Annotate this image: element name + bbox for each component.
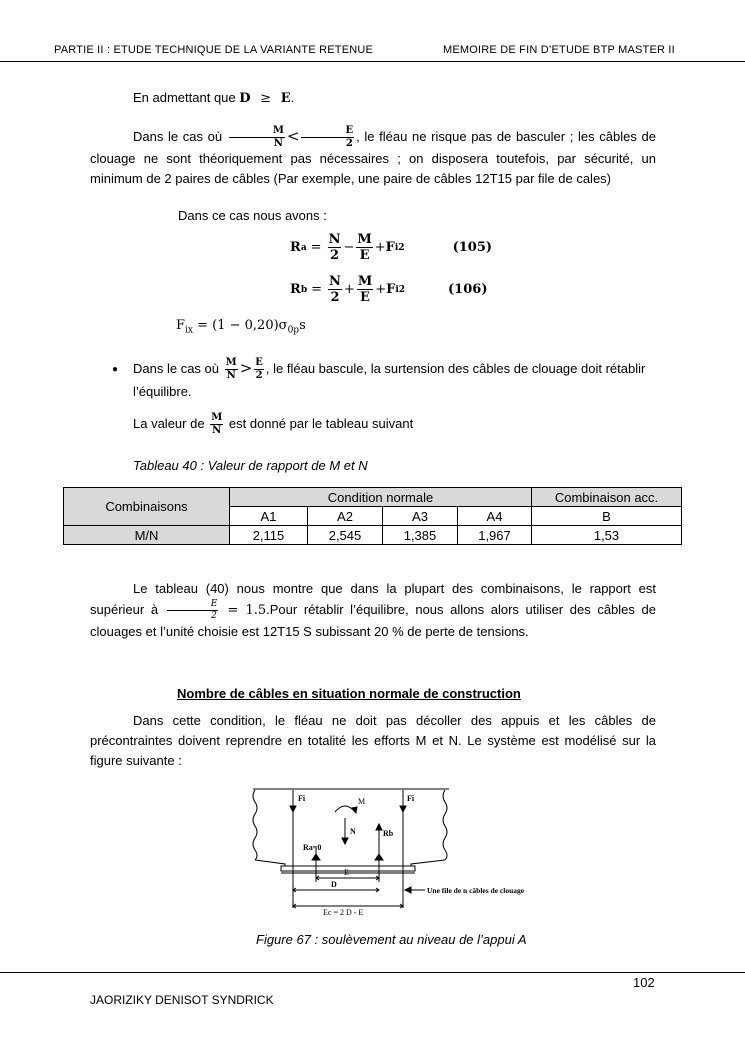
- label-fi-right: Fi: [407, 794, 415, 803]
- label-fi-left: Fi: [298, 794, 306, 803]
- table-cell: 1,385: [383, 526, 458, 545]
- right-break-line: [443, 790, 447, 860]
- table-caption: Tableau 40 : Valeur de rapport de M et N: [133, 458, 368, 473]
- label-rb: Rb: [383, 829, 394, 838]
- fraction-e-2: $\frac{E}{2}$: [301, 126, 354, 149]
- para-assumption: En admettant que D ≥ E.: [133, 90, 295, 106]
- table-cell: 2,115: [230, 526, 308, 545]
- section-heading: Nombre de câbles en situation normale de construction: [177, 686, 521, 701]
- label-n: N: [350, 827, 356, 836]
- figure-uplift-diagram: [249, 786, 549, 916]
- bullet-case-greater: Dans le cas où $\frac{M}{N}$ > $\frac{E}{2}$ , le fléau bascule, la surtension des câbles de clouage doit rétablir l’équilibre.: [133, 357, 646, 400]
- label-cables: Une file de n câbles de clouage: [427, 886, 525, 895]
- footer-author: JAORIZIKY DENISOT SYNDRICK: [90, 993, 274, 1007]
- support-b: [375, 854, 383, 860]
- bullet-dot: ●: [112, 364, 119, 375]
- page-number: 102: [633, 975, 655, 990]
- equation-106: R b = $\frac{N}{2}$ + $\frac{M}{E}$ + F i2 (106): [290, 274, 488, 305]
- left-break-line: [253, 790, 257, 860]
- label-d: D: [331, 880, 337, 889]
- table-cell: 1,967: [458, 526, 532, 545]
- label-ra: Ra=0: [303, 843, 322, 852]
- label-e: E: [344, 868, 349, 877]
- footer-rule: [0, 972, 745, 973]
- label-m: M: [358, 797, 366, 806]
- equation-fix: $F_{ix} = (1 - 0,20)\sigma_{0p}s$: [176, 318, 306, 336]
- para-table-result: Le tableau (40) nous montre que dans la plupart des combinaisons, le rapport est supérieur à $\frac{E}{2}$ = 1.5.Pour rétablir l’équilibre, nous allons alors utiliser des câbles de clouages et l’unité choisie est 12T15 S subissant 20 % de perte de tensions.: [90, 581, 656, 640]
- table-header-combinaisons: Combinaisons: [64, 488, 230, 526]
- header-rule: [0, 61, 745, 62]
- para-condition: Dans cette condition, le fléau ne doit pas décoller des appuis et les câbles de précontraintes doivent reprendre en totalité les efforts M et N. Le système est modélisé sur la figure suivante :: [90, 713, 656, 768]
- moment-arc: [335, 806, 355, 812]
- para-case-less: Dans le cas où $\frac{M}{N}$ < $\frac{E}{2}$ , le fléau ne risque pas de basculer ; les câbles de clouage ne sont théoriquement pas nécessaires ; on disposera toutefois, par sécurité, un minimum de 2 paires de câbles (Par exemple, une paire de câbles 12T15 par file de cales): [90, 125, 657, 187]
- para-value-mn: La valeur de $\frac{M}{N}$ est donné par le tableau suivant: [133, 412, 414, 436]
- equation-105: R a = $\frac{N}{2}$ − $\frac{M}{E}$ + F i2 (105): [290, 232, 493, 263]
- equation-number-105: (105): [452, 240, 493, 255]
- table-subheader: A2: [308, 507, 383, 526]
- header-left: PARTIE II : ETUDE TECHNIQUE DE LA VARIANTE RETENUE: [54, 44, 374, 56]
- table-header-condition-normale: Condition normale: [230, 488, 532, 507]
- table-subheader: A1: [230, 507, 308, 526]
- mn-ratio-table: [63, 487, 682, 545]
- fraction-m-n: $\frac{M}{N}$: [229, 126, 285, 149]
- equation-number-106: (106): [448, 282, 488, 297]
- table-header-combinaison-acc: Combinaison acc.: [532, 488, 682, 507]
- table-subheader: A3: [383, 507, 458, 526]
- figure-caption: Figure 67 : soulèvement au niveau de l’appui A: [256, 932, 527, 947]
- table-row-label: M/N: [64, 526, 230, 545]
- header-right: MEMOIRE DE FIN D’ETUDE BTP MASTER II: [443, 44, 675, 56]
- table-cell: 2,545: [308, 526, 383, 545]
- table-cell: 1,53: [532, 526, 682, 545]
- label-ec: Ec = 2 D - E: [323, 908, 364, 916]
- table-subheader: B: [532, 507, 682, 526]
- para-so-we-have: Dans ce cas nous avons :: [178, 208, 327, 223]
- table-subheader: A4: [458, 507, 532, 526]
